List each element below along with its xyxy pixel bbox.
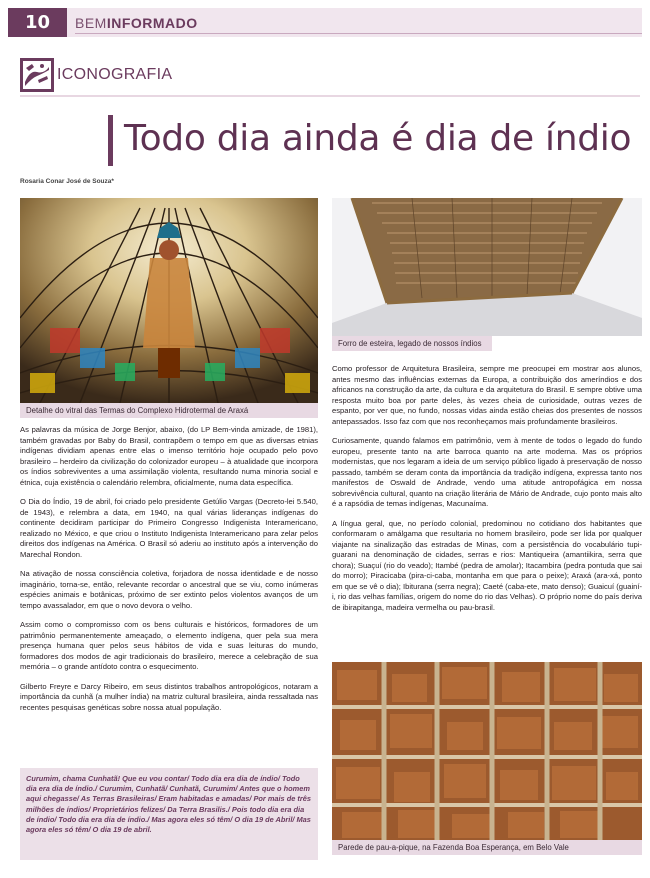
vitral-caption: Detalhe do vitral das Termas do Complexo Hidrotermal de Araxá: [20, 403, 318, 418]
left-paragraph-5: Gilberto Freyre e Darcy Ribeiro, em seus distintos trabalhos antropológicos, notaram a importância da cunhã (a mulher índia) na matriz cultural brasileira, ainda ressaltada nas recentes pesquisas genéticas sobre nossa atual população.: [20, 681, 318, 712]
section-title: ICONOGRAFIA: [57, 66, 173, 83]
right-paragraph-2: Curiosamente, quando falamos em patrimônio, vem à mente de todos o legado do fundo europeu, presente tanto na arte barroca quanto na arte moderna. Mas os próprios modernistas, que nos legaram a ideia de um serviço público ligado à preservação de nosso passado, também se deram conta da importância da tradição indígena, expressa tanto nos manifestos de Oswald de Andrade, vendo uma atitude antropofágica em nossa sobrevivência cultural, quanto na criação literária de Mário de Andrade, cujo ponto mais alto é a rapsódia de temas indígenas, Macunaíma.: [332, 436, 642, 508]
parede-caption: Parede de pau-a-pique, na Fazenda Boa Esperança, em Belo Vale: [332, 840, 642, 855]
publication-prefix: BEM: [75, 15, 107, 31]
header-divider: [75, 33, 642, 34]
article-title: Todo dia ainda é dia de índio: [124, 118, 632, 159]
vitral-photo: [20, 198, 318, 403]
publication-name: [75, 15, 198, 31]
left-paragraph-1: As palavras da música de Jorge Benjor, abaixo, (do LP Bem-vinda amizade, de 1981), também gravadas por Baby do Brasil, contrapõem o tempo em que as diversas etnias indígenas dividiam apenas entre elas o imenso território hoje ocupado pelo povo brasileiro – herdeiro da civilização do colonizador europeu – à atualidade que incorpora os índios sobreviventes a uma assimilação violenta, resultando numa minoria social e étnica, cuja existência o calendário relembra, oficialmente, numa data específica.: [20, 425, 318, 487]
left-column: [20, 425, 318, 722]
page-number: 10: [8, 8, 67, 37]
forro-photo: [332, 198, 642, 336]
song-lyrics-quote: Curumim, chama Cunhatã! Que eu vou contar/ Todo dia era dia de índio/ Todo dia era dia de índio./ Curumim, Cunhatã/ Cunhatã, Curumim/ Antes que o homem aqui chegasse/ As Terras Brasileiras/ Eram habitadas e amadas/ Por mais de três milhões de índios/ Proprietários felizes/ Da Terra Brasilis./ Pois todo dia era dia de índio/ Todo dia era dia de índio./ Mas agora eles só têm/ O dia 19 de Abril/ Mas agora eles só têm/ O dia 19 de abril.: [20, 768, 318, 860]
right-column: [332, 364, 642, 622]
publication-suffix: INFORMADO: [106, 15, 198, 31]
parede-photo: [332, 662, 642, 840]
left-paragraph-3: Na ativação de nossa consciência coletiva, forjadora de nossa identidade e de nosso imaginário, torna-se, então, relevante recordar o ancestral que se viu, como inúmeras espécies animais e botânicas, próximo de ser extinto pelos violentos avanços de um tempo avassalador, em que o novo devora o velho.: [20, 569, 318, 610]
article-byline: Rosaria Conar José de Souza*: [20, 178, 114, 185]
forro-caption: Forro de esteira, legado de nossos índios: [332, 336, 492, 351]
left-paragraph-2: O Dia do Índio, 19 de abril, foi criado pelo presidente Getúlio Vargas (Decreto-lei 5.540, de 1943), e relembra a data, em 1940, na qual várias lideranças indígenas do continente decidiram participar do Primeiro Congresso Indigenista Interamericano, realizado no México, e que criou o Instituto Indigenista Interamericano para zelar pelos direitos dos indígenas na América. O Brasil só aderiu ao instituto após a intervenção do Marechal Rondon.: [20, 497, 318, 559]
iconografia-logo-icon: [20, 58, 54, 92]
right-paragraph-3: A língua geral, que, no período colonial, predominou no cotidiano dos habitantes que conformaram o amálgama que resultaria no homem brasileiro, pode ser lida por qualquer viajante na sinalização das estradas de Minas, com a persistência do vocabulário tupi-guarani na denominação de cidades, serras e rios: Mantiqueira (amantiikira, serra que chora); Suaçuí (rio do veado); Itambé (pedra de amolar); Itacambira (pedra pontuda que sai do morro); Piracicaba (pira-ci-caba, montanha em que para o peixe); Araxá (ara-xá, ponto em que se vê o dia); Ibiturana (serra negra); Caeté (caba-ete, mato denso); Guaicuí (guainí-i, rio das velhas famílias, origem do nome do rio das Velhas). O próprio nome do país deriva de ibirapitanga, madeira vermelha ou pau-brasil.: [332, 518, 642, 612]
title-accent-bar: [108, 115, 113, 166]
left-paragraph-4: Assim como o compromisso com os bens culturais e históricos, formadores de um patrimônio permanentemente ameaçado, o elemento indígena, quer pela sua mera presença humana quer pelos seus hábitos de vida e suas leituras do mundo, formadores dos modos de agir tradicionais do brasileiro, merece a celebração de sua memória – o grande antídoto contra o esquecimento.: [20, 620, 318, 671]
section-divider: [20, 95, 640, 97]
right-paragraph-1: Como professor de Arquitetura Brasileira, sempre me preocupei em mostrar aos alunos, antes mesmo das influências externas da Europa, a contribuição dos ameríndios e dos africanos na construção da arte, da cultura e da arquitetura do Brasil. E sempre obtive uma resposta muito boa por parte deles, às vezes cheia de curiosidade, outras vezes de espanto, por ver que, no fundo, nossas vidas ainda estão cheias dos presentes de nossos antepassados. Isso faz com que nos reconheçamos mais profundamente brasileiros.: [332, 364, 642, 426]
